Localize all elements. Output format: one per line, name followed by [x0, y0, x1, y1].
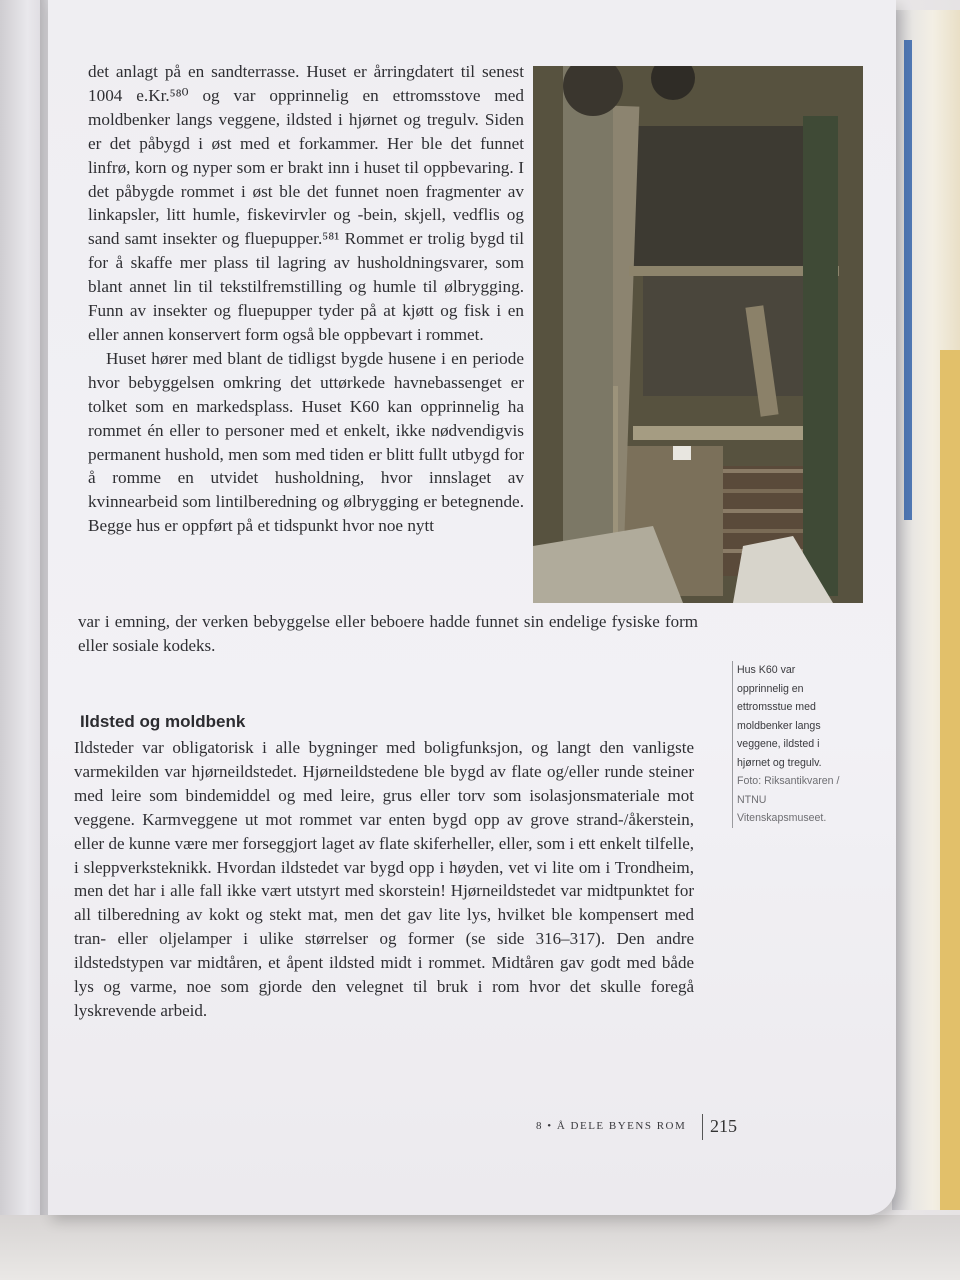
body-paragraph: Huset hører med blant de tidligst bygde husene i en periode hvor bebyggelsen omkring det uttørkede havnebassenget er tolket som en markedsplass. Huset K60 kan opprinnelig ha rommet én eller to personer med et enkelt, ikke nødvendigvis permanent hushold, men som med tiden er blitt fullt utbygd for å romme en utvidet husholdning, hvor innslaget av kvinnearbeid som lintilberedning og ølbrygging er betegnende. Begge hus er oppført på et tidspunkt hvor noe nytt: [88, 348, 524, 536]
caption-text: Hus K60 var opprinnelig en ettromsstue med moldbenker langs veggene, ildsted i hjørnet og tregulv.: [737, 664, 822, 769]
book-cover-strip: [904, 40, 912, 520]
running-head: 8 • Å DELE BYENS ROM: [536, 1120, 687, 1132]
excavation-photo-drawing: [533, 66, 863, 603]
section-heading: Ildsted og moldbenk: [80, 712, 246, 731]
photo-caption: [732, 661, 845, 828]
table-surface: [0, 1215, 960, 1280]
caption-credit: Foto: Riksantikvaren / NTNU Vitenskapsmuseet.: [737, 775, 840, 824]
excavation-photo: [533, 66, 863, 603]
main-text-column: [88, 60, 524, 538]
body-paragraph: var i emning, der verken bebyggelse eller beboere hadde funnet sin endelige fysiske form eller sosiale kodeks.: [78, 612, 698, 655]
body-paragraph: Ildsteder var obligatorisk i alle bygninger med boligfunksjon, og langt den vanligste varmekilden var hjørneildstedet. Hjørneildstedene ble bygd av flate og/eller runde steiner med leire som bindemiddel og med leire, grus eller torv som isolasjonsmateriale mot veggene. Karmveggene ut mot rommet var enten bygd opp av grove strand-/åkerstein, eller de kunne være mer forseggjort laget av flate skiferheller, eller, som i ett enkelt tilfelle, i sleppverksteknikk. Hvordan ildstedet var bygd opp i høyden, vet vi lite om i Trondheim, men det har i alle fall ikke vært utstyrt med skorstein! Hjørneildstedet var midtpunktet for all tilberedning av kokt og stekt mat, men det gav lite lys, hvilket ble kompensert med tran- eller oljelamper i ulike størrelser og former (se side 316–317). Den andre ildstedstypen var midtåren, et åpent ildsted midt i rommet. Midtåren gav godt med både lys og varme, noe som gjorde den velegnet til bruk i rom hvor det skulle foregå lyskrevende arbeid.: [74, 738, 694, 1020]
page-number: 215: [710, 1116, 737, 1136]
body-paragraph: det anlagt på en sandterrasse. Huset er årringdatert til senest 1004 e.Kr.⁵⁸⁰ og var opprinnelig en ettromsstove med moldbenker langs veggene, ildsted i hjørnet og tregulv. Siden er det påbygd i øst med et forkammer. Her ble det funnet linfrø, korn og nyper som er brakt inn i huset til oppbevaring. I det påbygde rommet i øst ble det funnet noen fragmenter av linkapsler, litt humle, fiskevirvler og -bein, skjell, vedflis og sand samt insekter og fluepupper.⁵⁸¹ Rommet er trolig bygd til for å skaffe mer plass til lagring av husholdningsvarer, som blant annet lin til tekstilfremstilling og humle til ølbrygging. Funn av insekter og fluepupper tyder på at kjøtt og fisk i en eller annen konservert form også ble oppbevart i rommet.: [88, 62, 524, 344]
folio-divider: [702, 1114, 703, 1140]
background-object: [940, 350, 960, 1210]
